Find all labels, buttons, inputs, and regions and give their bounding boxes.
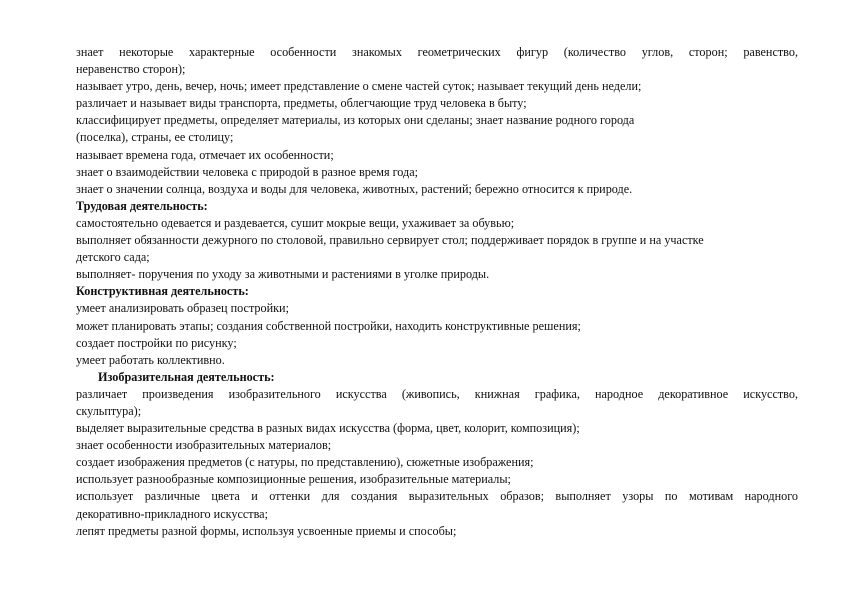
section-heading-visual: Изобразительная деятельность: [98, 369, 275, 384]
text-line: детского сада; [76, 250, 150, 265]
text-line: скульптура); [76, 403, 142, 418]
text-line: выделяет выразительные средства в разных видах искусства (форма, цвет, колорит, композиция); [76, 421, 580, 436]
text-line: создает постройки по рисунку; [76, 335, 237, 350]
text-line: знает о значении солнца, воздуха и воды для человека, животных, растений; бережно относится к природе. [76, 181, 633, 196]
text-line: выполняет обязанности дежурного по столовой, правильно сервирует стол; поддерживает порядок в группе и на участке [76, 233, 704, 248]
document-text [76, 44, 798, 540]
text-line: называет утро, день, вечер, ночь; имеет представление о смене частей суток; называет текущий день недели; [76, 79, 642, 94]
text-line: выполняет- поручения по уходу за животными и растениями в уголке природы. [76, 267, 490, 282]
text-line: знает некоторые характерные особенности знакомых геометрических фигур (количество углов, сторон; равенство, [76, 45, 798, 59]
text-line: называет времена года, отмечает их особенности; [76, 147, 334, 162]
text-line: классифицирует предметы, определяет материалы, из которых они сделаны; знает название родного города [76, 113, 635, 128]
text-line: умеет анализировать образец постройки; [76, 301, 289, 316]
text-line: может планировать этапы; создания собственной постройки, находить конструктивные решения; [76, 318, 581, 333]
section-heading-construct: Конструктивная деятельность: [76, 284, 249, 299]
text-line: самостоятельно одевается и раздевается, сушит мокрые вещи, ухаживает за обувью; [76, 215, 515, 230]
text-line: лепят предметы разной формы, используя усвоенные приемы и способы; [76, 523, 457, 538]
text-line: использует различные цвета и оттенки для создания выразительных образов; выполняет узоры по мотивам народного [76, 489, 798, 504]
text-line: неравенство сторон); [76, 62, 186, 77]
text-line: знает о взаимодействии человека с природой в разное время года; [76, 164, 419, 179]
section-heading-labor: Трудовая деятельность: [76, 198, 208, 213]
text-line: знает особенности изобразительных материалов; [76, 438, 332, 453]
text-line: различает произведения изобразительного искусства (живопись, книжная графика, народное декоративное искусство, [76, 386, 798, 401]
text-line: различает и называет виды транспорта, предметы, облегчающие труд человека в быту; [76, 96, 527, 111]
text-line: декоративно-прикладного искусства; [76, 506, 268, 521]
text-line: создает изображения предметов (с натуры, по представлению), сюжетные изображения; [76, 455, 534, 470]
text-line: умеет работать коллективно. [76, 352, 225, 367]
text-line: использует разнообразные композиционные решения, изобразительные материалы; [76, 472, 511, 487]
text-line: (поселка), страны, ее столицу; [76, 130, 234, 145]
